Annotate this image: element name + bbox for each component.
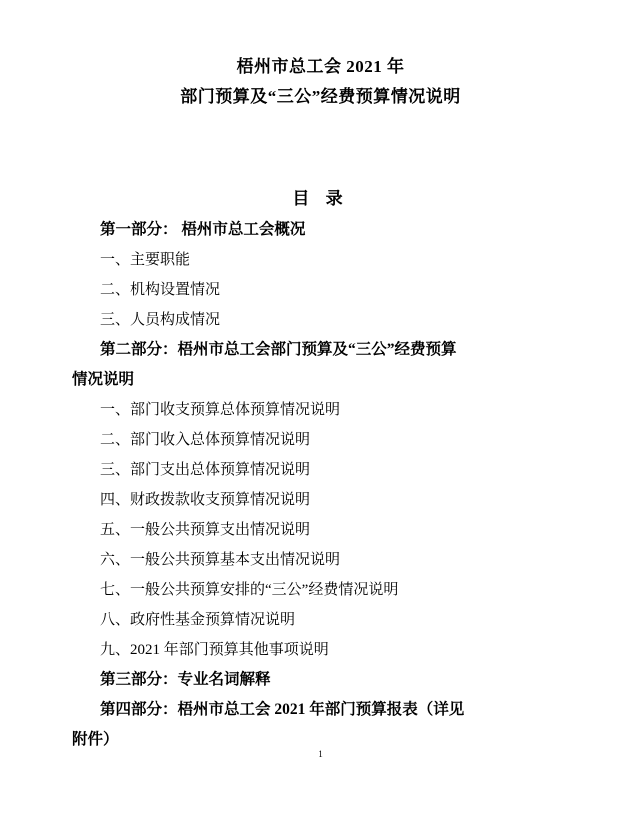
toc-part-4[interactable]: 第四部分：梧州市总工会 2021 年部门预算报表（详见: [100, 701, 465, 718]
document-title: [72, 52, 569, 112]
toc-part-3[interactable]: 第三部分：专业名词解释: [100, 671, 271, 688]
toc-item-2-6[interactable]: 六、一般公共预算基本支出情况说明: [100, 552, 341, 568]
toc-item-2-7[interactable]: 七、一般公共预算安排的“三公”经费情况说明: [100, 582, 399, 598]
page-number: 1: [318, 749, 323, 759]
title-line-1: 梧州市总工会 2021 年: [236, 57, 405, 76]
toc-part-4-continued: 附件）: [72, 731, 119, 748]
toc-item-2-8[interactable]: 八、政府性基金预算情况说明: [100, 612, 296, 628]
toc-item-2-4[interactable]: 四、财政拨款收支预算情况说明: [100, 492, 311, 508]
toc-part-2[interactable]: 第二部分：梧州市总工会部门预算及“三公”经费预算: [100, 341, 457, 358]
title-line-2: 部门预算及“三公”经费预算情况说明: [180, 87, 461, 106]
toc-item-2-1[interactable]: 一、部门收支预算总体预算情况说明: [100, 402, 341, 418]
toc-item-2-5[interactable]: 五、一般公共预算支出情况说明: [100, 522, 311, 538]
toc-part-1[interactable]: 第一部分： 梧州市总工会概况: [100, 221, 306, 238]
toc-item-2-2[interactable]: 二、部门收入总体预算情况说明: [100, 432, 311, 448]
toc-item-2-9[interactable]: 九、2021 年部门预算其他事项说明: [100, 642, 329, 658]
toc-part-2-continued: 情况说明: [72, 371, 135, 388]
toc-item-1-3[interactable]: 三、人员构成情况: [100, 312, 221, 328]
toc-heading: 目 录: [292, 189, 349, 208]
table-of-contents: [72, 215, 569, 755]
toc-item-1-2[interactable]: 二、机构设置情况: [100, 282, 221, 298]
toc-item-1-1[interactable]: 一、主要职能: [100, 252, 191, 268]
toc-item-2-3[interactable]: 三、部门支出总体预算情况说明: [100, 462, 311, 478]
